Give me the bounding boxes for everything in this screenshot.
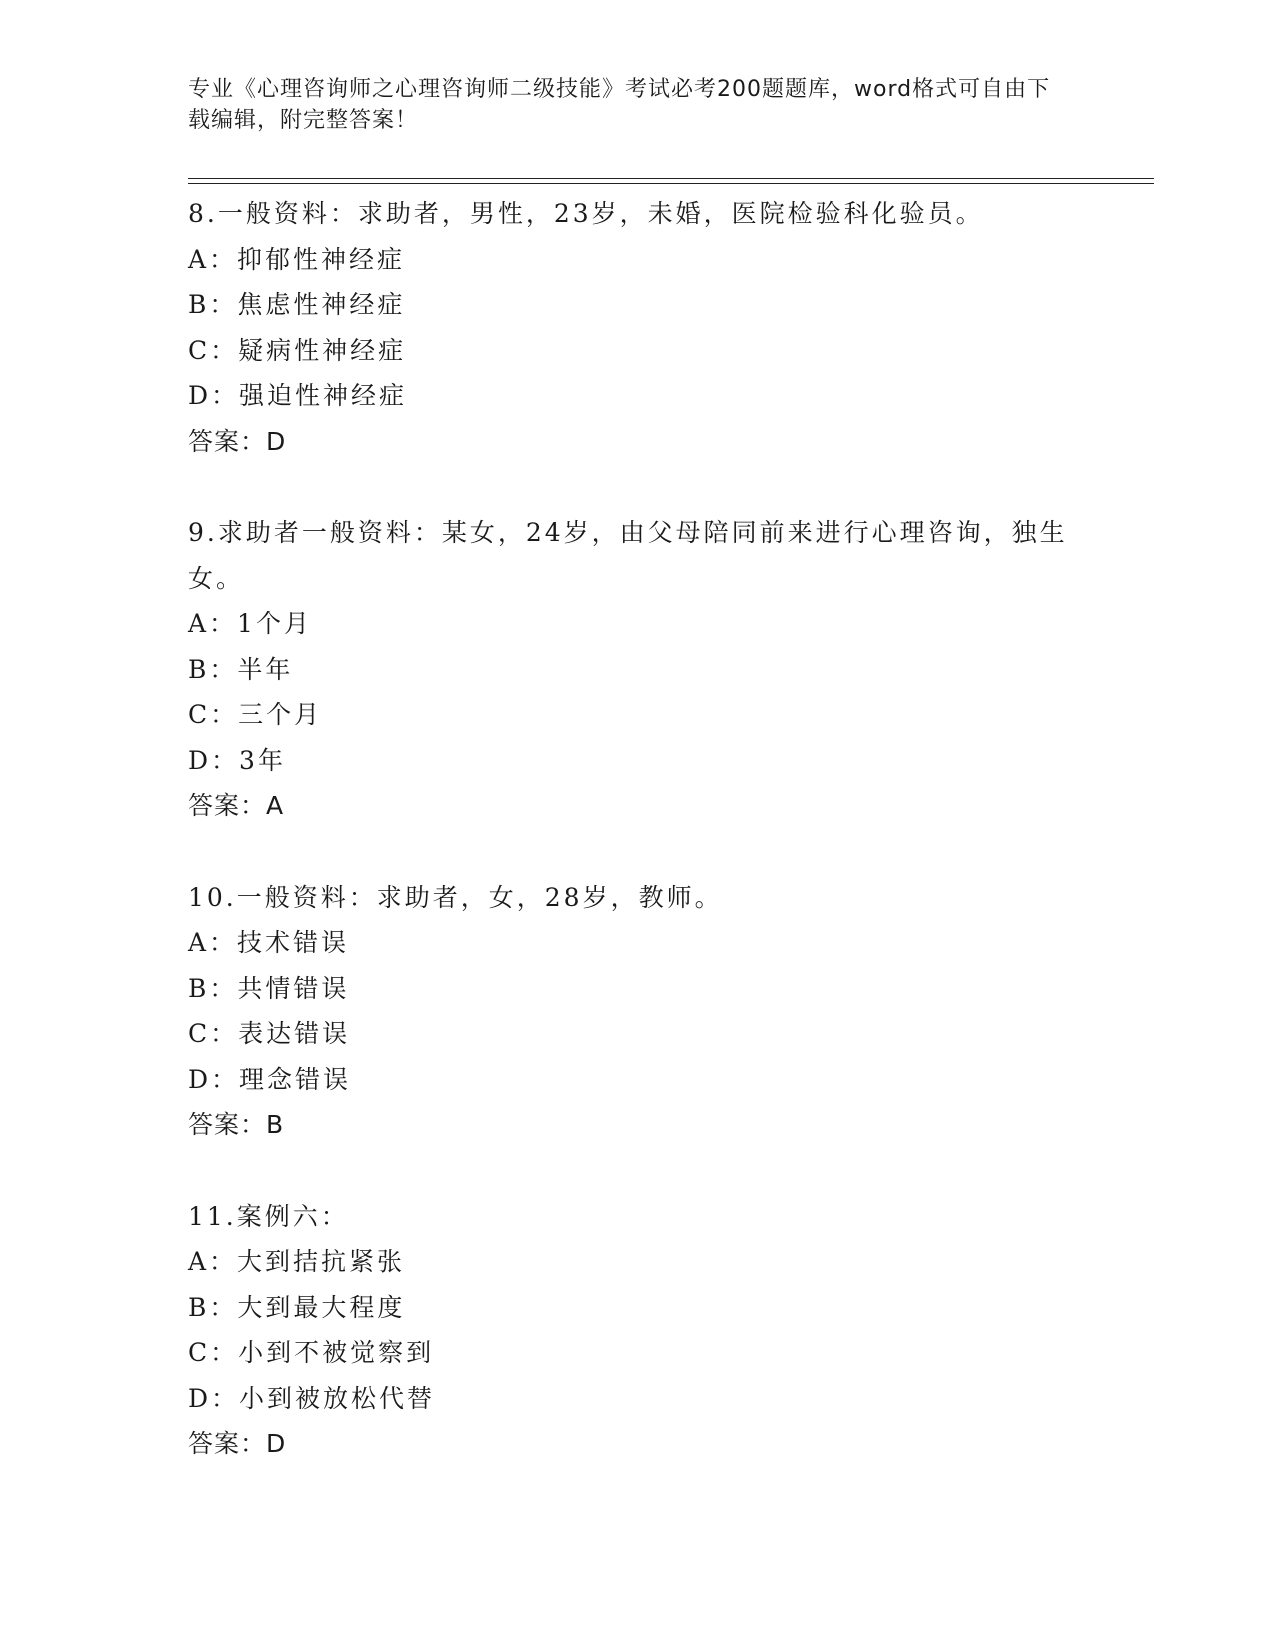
document-header: 专业《心理咨询师之心理咨询师二级技能》考试必考200题题库，word格式可自由下载编辑，附完整答案！ bbox=[188, 77, 1051, 133]
option-b: B：焦虑性神经症 bbox=[188, 290, 406, 319]
option-c: C：表达错误 bbox=[188, 1019, 351, 1048]
option-d: D：小到被放松代替 bbox=[188, 1383, 436, 1413]
header-rule-top bbox=[188, 178, 1154, 179]
question-9 bbox=[188, 510, 1088, 829]
question-stem: 11.案例六： bbox=[188, 1201, 349, 1231]
option-a: A：大到拮抗紧张 bbox=[188, 1247, 406, 1276]
answer: 答案：A bbox=[188, 791, 285, 820]
question-list bbox=[188, 191, 1088, 1467]
question-stem: 9.求助者一般资料：某女，24岁，由父母陪同前来进行心理咨询，独生女。 bbox=[188, 518, 1068, 593]
option-d: D：强迫性神经症 bbox=[188, 381, 408, 410]
option-b: B：半年 bbox=[188, 654, 294, 684]
answer: 答案：D bbox=[188, 1429, 287, 1458]
answer: 答案：D bbox=[188, 426, 287, 456]
header-rule-bottom bbox=[188, 183, 1154, 184]
question-stem: 10.一般资料：求助者，女，28岁，教师。 bbox=[188, 882, 723, 912]
option-b: B：共情错误 bbox=[188, 973, 350, 1003]
question-10 bbox=[188, 875, 1088, 1148]
question-gap bbox=[188, 1148, 1088, 1194]
option-c: C：三个月 bbox=[188, 700, 323, 729]
question-gap bbox=[188, 829, 1088, 875]
option-a: A：1个月 bbox=[188, 609, 312, 638]
question-stem: 8.一般资料：求助者，男性，23岁，未婚，医院检验科化验员。 bbox=[188, 199, 984, 228]
option-a: A：技术错误 bbox=[188, 928, 350, 957]
answer: 答案：B bbox=[188, 1110, 285, 1139]
option-c: C：小到不被觉察到 bbox=[188, 1338, 435, 1367]
question-11 bbox=[188, 1194, 1088, 1467]
option-c: C：疑病性神经症 bbox=[188, 335, 407, 365]
option-b: B：大到最大程度 bbox=[188, 1292, 406, 1322]
option-a: A：抑郁性神经症 bbox=[188, 244, 406, 274]
question-8 bbox=[188, 191, 1088, 464]
option-d: D：理念错误 bbox=[188, 1064, 352, 1094]
question-gap bbox=[188, 464, 1088, 510]
option-d: D：3年 bbox=[188, 745, 286, 775]
